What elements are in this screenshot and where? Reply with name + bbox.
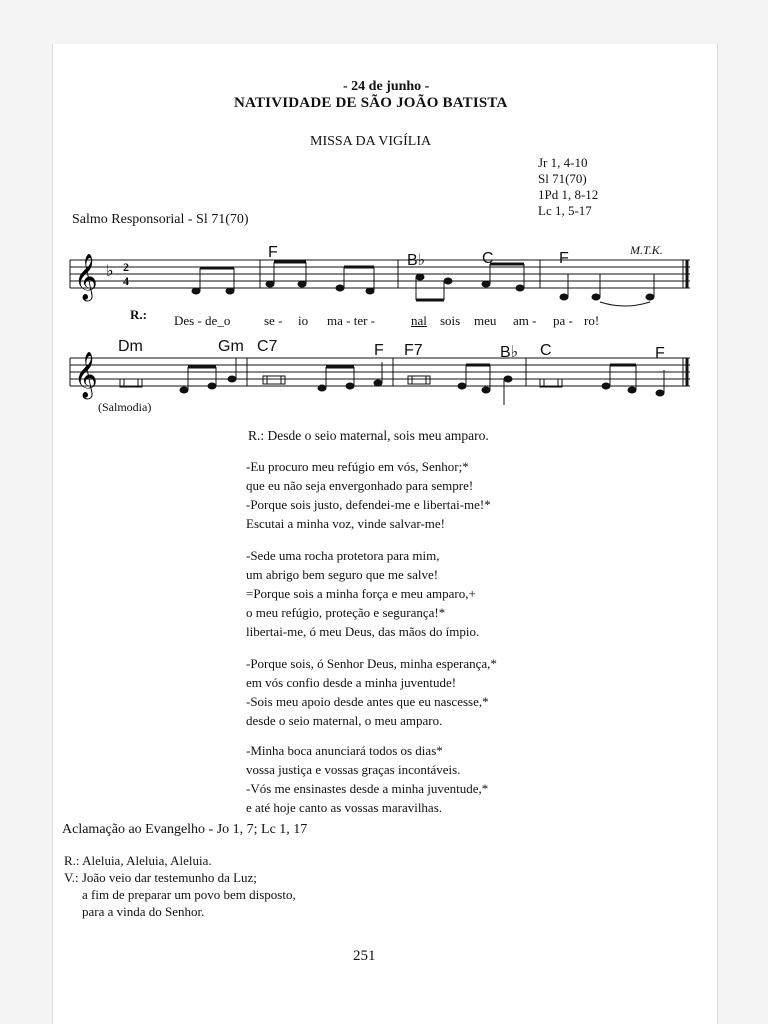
verse-line: vossa justiça e vossas graças incontáveis. — [246, 762, 461, 777]
lyric-syllable: am - — [513, 313, 537, 328]
psalm-response: R.: Desde o seio maternal, sois meu amparo. — [248, 428, 489, 443]
reading-1: Jr 1, 4-10 — [538, 155, 588, 170]
stanza-3 — [246, 654, 497, 730]
chord-c7: C7 — [257, 338, 278, 355]
verse-line: um abrigo bem seguro que me salve! — [246, 567, 439, 582]
feast-date: - 24 de junho - — [343, 79, 430, 94]
reading-3: 1Pd 1, 8-12 — [538, 187, 599, 202]
staff-1 — [70, 260, 690, 288]
verse-line: desde o seio maternal, o meu amparo. — [246, 713, 443, 728]
gospel-line: V.: João veio dar testemunho da Luz; — [64, 870, 257, 885]
chord-dm: Dm — [118, 338, 143, 355]
verse-line: -Sede uma rocha protetora para mim, — [246, 548, 440, 563]
gospel-acclamation-title: Aclamação ao Evangelho - Jo 1, 7; Lc 1, 17 — [62, 822, 308, 837]
time-signature-bottom: 4 — [123, 274, 129, 288]
chord-c-1: C — [482, 250, 494, 267]
verse-line: em vós confio desde a minha juventude! — [246, 675, 457, 690]
composer-initials: M.T.K. — [630, 243, 663, 257]
verse-line: e até hoje canto as vossas maravilhas. — [246, 800, 443, 815]
verse-line: -Minha boca anunciará todos os dias* — [246, 743, 443, 758]
chord-c-2: C — [540, 342, 552, 359]
chord-f-3: F — [374, 342, 384, 359]
chord-f-4: F — [655, 345, 665, 362]
salmodia-label: (Salmodia) — [98, 400, 152, 414]
gospel-line: a fim de preparar um povo bem disposto, — [82, 887, 296, 902]
verse-line: -Sois meu apoio desde antes que eu nascesse,* — [246, 694, 489, 709]
feast-title: NATIVIDADE DE SÃO JOÃO BATISTA — [234, 95, 508, 111]
verse-line: -Porque sois, ó Senhor Deus, minha esperança,* — [246, 656, 497, 671]
gospel-line: para a vinda do Senhor. — [82, 904, 205, 919]
stanza-4 — [246, 741, 488, 817]
lyric-syllable: ro! — [584, 313, 600, 328]
verse-line: Escutai a minha voz, vinde salvar-me! — [246, 516, 445, 531]
stanza-1 — [246, 457, 491, 533]
verse-line: libertai-me, ó meu Deus, das mãos do ímpio. — [246, 624, 480, 639]
flat-key-icon: ♭ — [106, 261, 114, 280]
lyric-syllable: se - — [264, 313, 283, 328]
chord-gm: Gm — [218, 338, 244, 355]
reading-2: Sl 71(70) — [538, 171, 587, 186]
gospel-acclamation-text — [64, 852, 296, 920]
mass-title: MISSA DA VIGÍLIA — [310, 134, 432, 149]
chord-bb-1: B♭ — [407, 252, 426, 269]
verse-line: -Porque sois justo, defendei-me e libertai-me!* — [246, 497, 491, 512]
time-signature-top: 2 — [123, 260, 129, 274]
verse-line: que eu não seja envergonhado para sempre! — [246, 478, 474, 493]
verse-line: -Vós me ensinastes desde a minha juventude,* — [246, 781, 489, 796]
gospel-line: R.: Aleluia, Aleluia, Aleluia. — [64, 853, 212, 868]
lyric-syllable: pa - — [553, 313, 573, 328]
chord-bb-2: B♭ — [500, 344, 519, 361]
reading-4: Lc 1, 5-17 — [538, 203, 592, 218]
psalm-title: Salmo Responsorial - Sl 71(70) — [72, 212, 249, 227]
treble-clef-icon: 𝄞 — [74, 254, 98, 300]
lyric-syllable: meu — [474, 313, 497, 328]
treble-clef-icon-2: 𝄞 — [74, 352, 98, 398]
refrain-label: R.: — [130, 307, 147, 322]
page-number: 251 — [353, 948, 376, 964]
lyric-syllable: ma - ter - — [327, 313, 376, 328]
lyric-syllable: sois — [440, 313, 461, 328]
chord-f-1: F — [268, 244, 278, 261]
lyric-syllable: nal — [411, 313, 427, 328]
lyric-syllable: io — [298, 313, 309, 328]
stanza-2 — [246, 546, 479, 641]
verse-line: o meu refúgio, proteção e segurança!* — [246, 605, 446, 620]
chord-f7: F7 — [404, 342, 423, 359]
chord-f-2: F — [559, 250, 569, 267]
verse-line: =Porque sois a minha força e meu amparo,+ — [246, 586, 476, 601]
verse-line: -Eu procuro meu refúgio em vós, Senhor;* — [246, 459, 469, 474]
lyric-syllable: Des - de_o — [174, 313, 231, 328]
